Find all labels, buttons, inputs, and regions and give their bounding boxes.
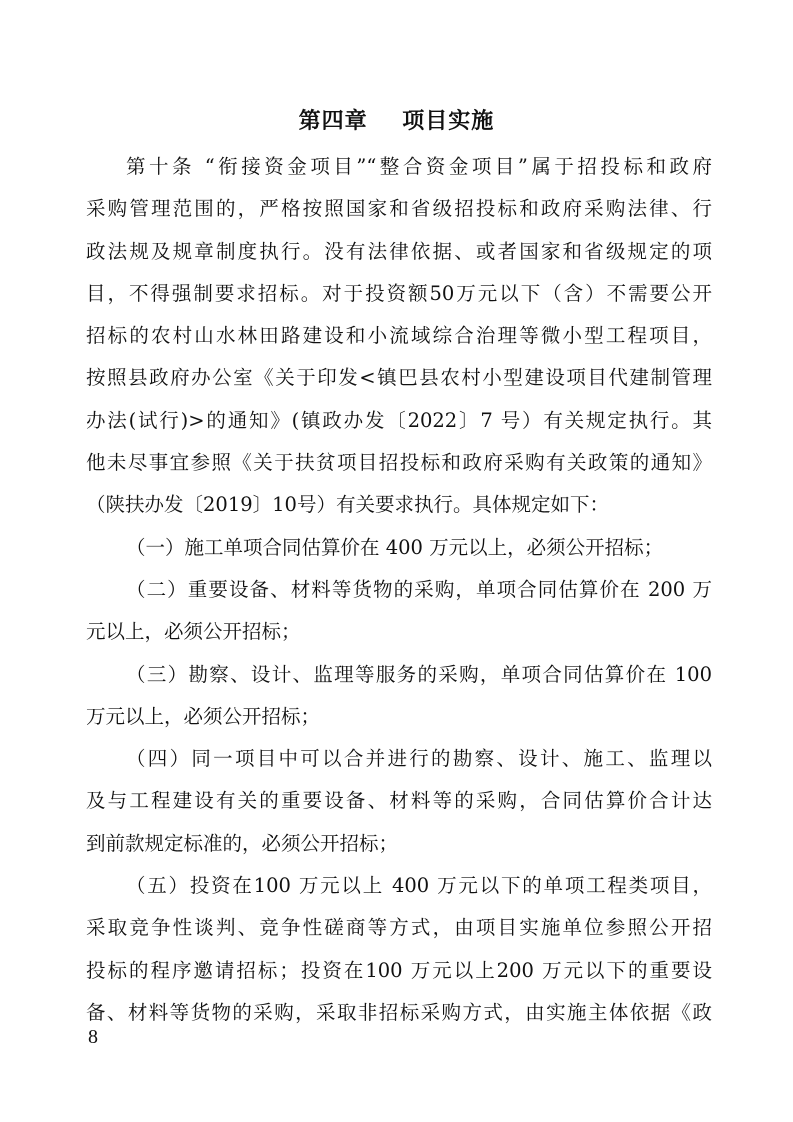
text-line: 元以上，必须公开招标； [86,620,301,644]
page-number: 8 [88,1026,98,1048]
text-line: 到前款规定标准的，必须公开招标； [86,831,399,855]
text-line: 采取竞争性谈判、竞争性磋商等方式，由项目实施单位参照公开招 [86,916,712,940]
text-line: （五）投资在100 万元以上 400 万元以下的单项工程类项目， [126,874,712,898]
text-line: 万元以上，必须公开招标； [86,704,321,728]
text-line: （陕扶办发〔2019〕10号）有关要求执行。具体规定如下： [86,493,609,517]
text-line: 采购管理范围的，严格按照国家和省级招投标和政府采购法律、行 [86,197,712,221]
text-line: 办法(试行)>的通知》(镇政办发〔2022〕7 号）有关规定执行。其 [86,408,712,432]
text-line: 备、材料等货物的采购，采取非招标采购方式，由实施主体依据《政 [86,1000,712,1024]
text-line: 及与工程建设有关的重要设备、材料等的采购，合同估算价合计达 [86,789,712,813]
text-line: 政法规及规章制度执行。没有法律依据、或者国家和省级规定的项 [86,239,712,263]
text-line: 招标的农村山水林田路建设和小流域综合治理等微小型工程项目， [86,324,712,348]
text-line: （四）同一项目中可以合并进行的勘察、设计、施工、监理以 [126,747,712,771]
text-line: （三）勘察、设计、监理等服务的采购，单项合同估算价在 100 [126,662,712,686]
body-text [86,146,712,1034]
chapter-title: 第四章 项目实施 [298,109,495,134]
text-line: （一）施工单项合同估算价在 400 万元以上，必须公开招标； [126,535,664,559]
text-line: 按照县政府办公室《关于印发<镇巴县农村小型建设项目代建制管理 [86,366,712,390]
text-line: 目，不得强制要求招标。对于投资额50万元以下（含）不需要公开 [86,281,712,305]
text-line: 他未尽事宜参照《关于扶贫项目招投标和政府采购有关政策的通知》 [86,451,712,475]
text-line: 第十条 “衔接资金项目”“整合资金项目”属于招投标和政府 [126,155,712,178]
text-line: （二）重要设备、材料等货物的采购，单项合同估算价在 200 万 [126,577,712,601]
text-line: 投标的程序邀请招标；投资在100 万元以上200 万元以下的重要设 [86,958,712,982]
